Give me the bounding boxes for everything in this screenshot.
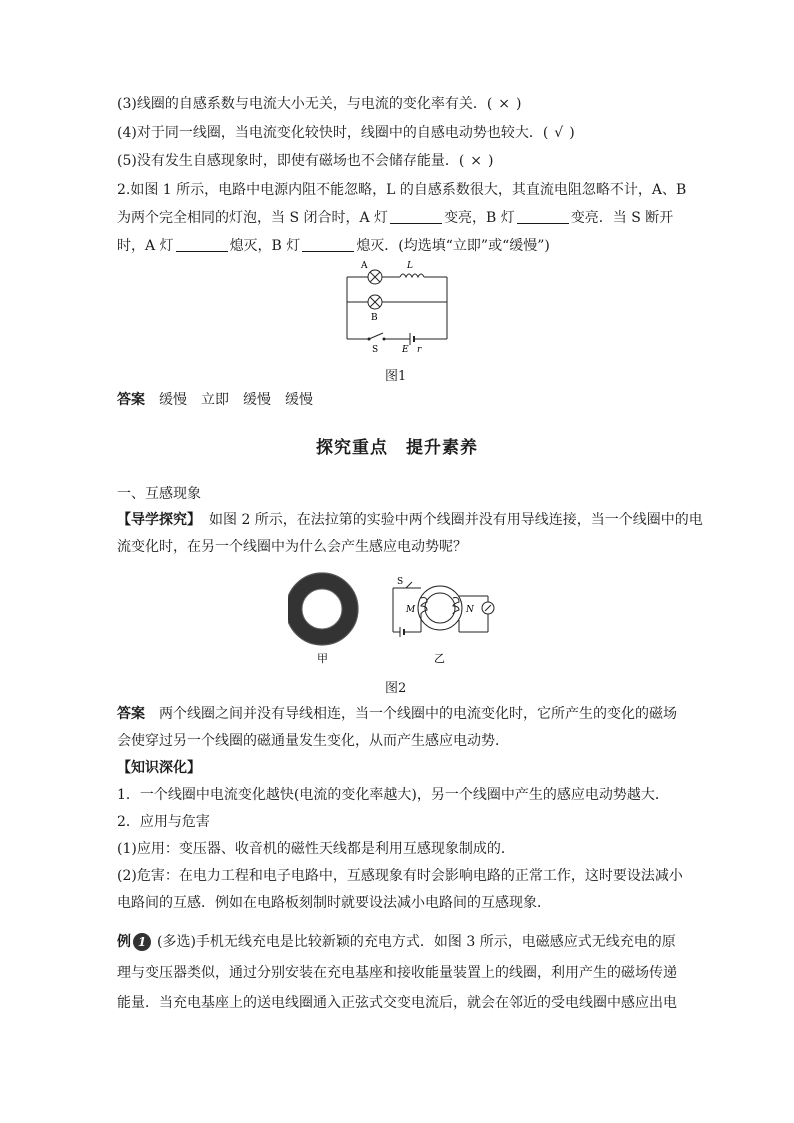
example-line-2: 理与变压器类似，通过分别安装在充电基座和接收能量装置上的线圈，利用产生的磁场传递 (117, 965, 677, 981)
question-2-line-3: 时，A 灯 熄灭，B 灯 熄灭．(均选填“立即”或“缓慢”) (117, 238, 550, 254)
knowledge-p4b: 电路间的互感．例如在电路板刻制时就要设法减小电路间的互感现象． (117, 895, 551, 911)
answer-blank (517, 209, 569, 224)
example-number-icon: 1 (133, 933, 151, 951)
knowledge-p4a: (2)危害：在电力工程和电子电路中，互感现象有时会影响电路的正常工作，这时要设法减小 (117, 868, 683, 884)
label-jia: 甲 (317, 652, 328, 665)
guide-line-2: 流变化时，在另一个线圈中为什么会产生感应电动势呢？ (117, 539, 467, 555)
answer-blank (176, 237, 228, 252)
example-line-1: 例 1 (多选)手机无线充电是比较新颖的充电方式．如图 3 所示，电磁感应式无线充电的原 (117, 934, 676, 950)
knowledge-p1: 1．一个线圈中电流变化越快(电流的变化率越大)，另一个线圈中产生的感应电动势越大． (117, 787, 669, 803)
label-coil-m: M (406, 605, 416, 615)
label-resistance-r: r (417, 345, 422, 355)
switch-contact (383, 338, 386, 341)
figure-2-caption: 图2 (385, 681, 407, 696)
judge-item-3: (3)线圈的自感系数与电流大小无关，与电流的变化率有关．( × ) (117, 96, 522, 112)
label-yi: 乙 (434, 652, 445, 665)
knowledge-p2: 2．应用与危害 (117, 814, 210, 830)
label-lamp-a: A (361, 261, 368, 271)
answer-2-line-2: 会使穿过另一个线圈的磁通量发生变化，从而产生感应电动势． (117, 733, 509, 749)
judge-item-5: (5)没有发生自感现象时，即使有磁场也不会储存能量．( × ) (117, 153, 494, 169)
judge-item-4: (4)对于同一线圈，当电流变化较快时，线圈中的自感电动势也较大．( √ ) (117, 125, 575, 141)
example-line-3: 能量．当充电基座上的送电线圈通入正弦式交变电流后，就会在邻近的受电线圈中感应出电 (117, 995, 677, 1011)
example-badge: 例 1 (117, 932, 151, 952)
section-title: 探究重点 提升素养 (316, 438, 478, 458)
label-inductor-l: L (407, 261, 413, 271)
label-coil-n: N (466, 605, 474, 615)
knowledge-tag: 【知识深化】 (117, 760, 201, 776)
part-1-heading: 一、互感现象 (117, 486, 201, 502)
question-2-line-2: 为两个完全相同的灯泡，当 S 闭合时，A 灯 变亮，B 灯 变亮．当 S 断开 (117, 210, 674, 226)
circuit-diagram-fig1 (335, 255, 460, 355)
judge-mark-4: √ (554, 125, 564, 141)
judge-mark-5: × (470, 153, 483, 169)
question-2-line-1: 2.如图 1 所示，电路中电源内阻不能忽略，L 的自感系数很大，其直流电阻忽略不计，A、B (117, 182, 687, 198)
coil-diagram-fig2 (288, 572, 503, 667)
label-emf-e: E (402, 345, 409, 355)
knowledge-p3: (1)应用：变压器、收音机的磁性天线都是利用互感现象制成的． (117, 841, 515, 857)
label-switch-s: S (372, 345, 379, 355)
answer-1: 答案 缓慢 立即 缓慢 缓慢 (117, 392, 313, 408)
switch-contact (368, 338, 371, 341)
iron-ring-photo (288, 573, 358, 645)
guide-line-1: 【导学探究】 如图 2 所示，在法拉第的实验中两个线圈并没有用导线连接，当一个线圈中的电 (117, 512, 703, 528)
label-switch-s: S (397, 577, 404, 587)
answer-blank (302, 237, 354, 252)
label-lamp-b: B (371, 313, 378, 323)
judge-mark-3: × (498, 96, 511, 112)
figure-1-caption: 图1 (385, 369, 407, 384)
answer-2-line-1: 答案 两个线圈之间并没有导线相连，当一个线圈中的电流变化时，它所产生的变化的磁场 (117, 706, 677, 722)
answer-blank (390, 209, 442, 224)
